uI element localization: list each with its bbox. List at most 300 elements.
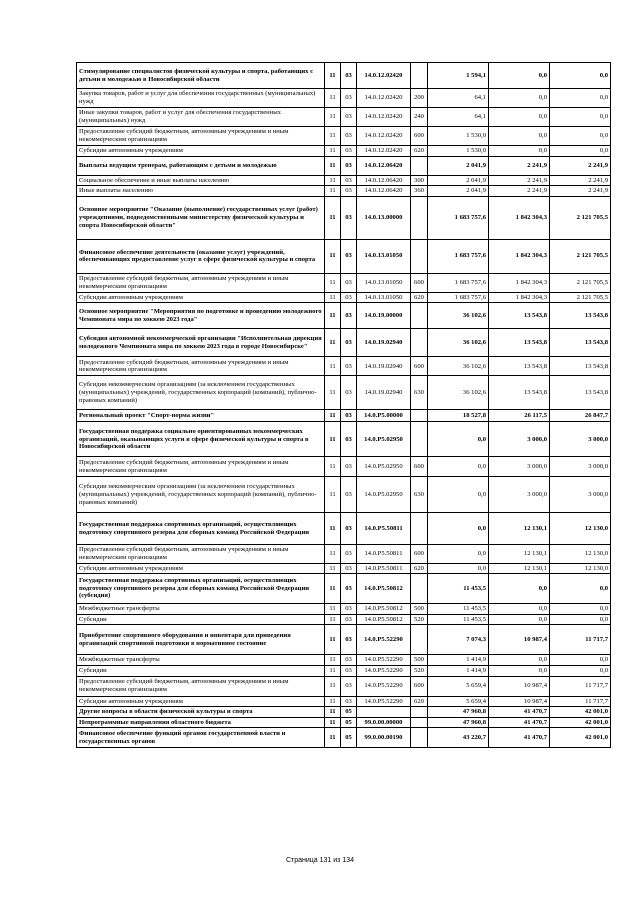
expense-type-code: [411, 717, 428, 728]
amount-year-1: 1 683 757,6: [428, 292, 489, 303]
row-name: Стимулирование специалистов физической культуры и спорта, работающих с детьми и молодежью в Новосибирской области: [77, 63, 325, 89]
row-name: Межбюджетные трансферты: [77, 655, 325, 666]
row-name: Основное мероприятие "Оказание (выполнение) государственных услуг (работ) учреждениями, подведомственными министерству физической культуры и спорта Новосибирской области": [77, 196, 325, 239]
amount-year-1: 0,0: [428, 457, 489, 477]
table-row: [77, 707, 611, 718]
target-item-code: 14.0.P5.52290: [357, 655, 411, 666]
amount-year-3: 0,0: [550, 614, 611, 625]
subsection-code: 05: [341, 728, 357, 748]
table-row: [77, 239, 611, 273]
table-row: [77, 604, 611, 615]
section-code: 11: [325, 196, 341, 239]
amount-year-3: 0,0: [550, 146, 611, 157]
row-name: Региональный проект "Спорт-норма жизни": [77, 410, 325, 422]
amount-year-1: 64,1: [428, 89, 489, 108]
expense-type-code: [411, 156, 428, 175]
row-name: Государственная поддержка социально ориентированных некоммерческих организаций, оказывающих услуги в сфере физической культуры и спорта в Новосибирской области: [77, 422, 325, 457]
table-row: [77, 676, 611, 696]
table-row: [77, 273, 611, 292]
amount-year-2: 10 987,4: [489, 696, 550, 707]
target-item-code: 14.0.19.02940: [357, 329, 411, 357]
expense-type-code: 300: [411, 175, 428, 186]
target-item-code: 14.0.12.02420: [357, 89, 411, 108]
subsection-code: 03: [341, 127, 357, 146]
amount-year-3: 2 241,9: [550, 186, 611, 197]
amount-year-3: 3 000,0: [550, 477, 611, 513]
amount-year-3: 11 717,7: [550, 676, 611, 696]
amount-year-3: 11 717,7: [550, 625, 611, 655]
amount-year-1: 2 041,9: [428, 186, 489, 197]
subsection-code: 03: [341, 186, 357, 197]
page-footer: Страница 131 из 134: [285, 857, 355, 864]
amount-year-1: 43 220,7: [428, 728, 489, 748]
subsection-code: 05: [341, 717, 357, 728]
table-row: [77, 127, 611, 146]
amount-year-2: 13 543,8: [489, 329, 550, 357]
expense-type-code: 630: [411, 477, 428, 513]
section-code: 11: [325, 376, 341, 410]
section-code: 11: [325, 563, 341, 574]
amount-year-1: 11 453,5: [428, 604, 489, 615]
amount-year-3: 3 000,0: [550, 457, 611, 477]
table-row: [77, 186, 611, 197]
expense-type-code: 620: [411, 696, 428, 707]
expense-type-code: 600: [411, 127, 428, 146]
subsection-code: 03: [341, 273, 357, 292]
target-item-code: 14.0.12.02420: [357, 146, 411, 157]
amount-year-3: 0,0: [550, 574, 611, 604]
amount-year-3: 12 130,0: [550, 513, 611, 545]
amount-year-3: 13 543,8: [550, 329, 611, 357]
amount-year-3: 42 001,0: [550, 707, 611, 718]
amount-year-2: 41 470,7: [489, 707, 550, 718]
table-row: [77, 175, 611, 186]
target-item-code: 99.0.00.00000: [357, 717, 411, 728]
expense-type-code: [411, 63, 428, 89]
row-name: Предоставление субсидий бюджетным, автономным учреждениям и иным некоммерческим организациям: [77, 676, 325, 696]
subsection-code: 03: [341, 108, 357, 127]
amount-year-1: 36 102,6: [428, 357, 489, 376]
row-name: Государственная поддержка спортивных организаций, осуществляющих подготовку спортивного резерва для сборных команд Российской Федерации (субсидия): [77, 574, 325, 604]
amount-year-1: 11 453,5: [428, 574, 489, 604]
amount-year-1: 36 102,6: [428, 329, 489, 357]
expense-type-code: 620: [411, 563, 428, 574]
table-row: [77, 477, 611, 513]
expense-type-code: 500: [411, 655, 428, 666]
table-row: [77, 303, 611, 329]
row-name: Закупка товаров, работ и услуг для обеспечения государственных (муниципальных) нужд: [77, 89, 325, 108]
subsection-code: 03: [341, 625, 357, 655]
amount-year-2: 12 130,1: [489, 563, 550, 574]
table-row: [77, 422, 611, 457]
amount-year-3: 12 130,0: [550, 545, 611, 563]
expense-type-code: 360: [411, 186, 428, 197]
amount-year-1: 1 530,0: [428, 146, 489, 157]
amount-year-2: 0,0: [489, 574, 550, 604]
expense-type-code: [411, 513, 428, 545]
subsection-code: 03: [341, 422, 357, 457]
target-item-code: 14.0.13.01050: [357, 292, 411, 303]
row-name: Субсидии некоммерческим организациям (за исключением государственных (муниципальных) учреждений, государственных корпораций (компаний), публично-правовых компаний): [77, 477, 325, 513]
table-row: [77, 655, 611, 666]
subsection-code: 03: [341, 196, 357, 239]
section-code: 11: [325, 574, 341, 604]
subsection-code: 03: [341, 303, 357, 329]
amount-year-1: 1 683 757,6: [428, 273, 489, 292]
amount-year-2: 0,0: [489, 146, 550, 157]
table-row: [77, 457, 611, 477]
target-item-code: 14.0.12.06420: [357, 175, 411, 186]
amount-year-3: 11 717,7: [550, 696, 611, 707]
amount-year-2: 13 543,8: [489, 376, 550, 410]
section-code: 11: [325, 89, 341, 108]
amount-year-3: 0,0: [550, 655, 611, 666]
amount-year-2: 1 842 304,3: [489, 196, 550, 239]
table-row: [77, 329, 611, 357]
amount-year-3: 0,0: [550, 604, 611, 615]
target-item-code: 14.0.P5.50811: [357, 513, 411, 545]
row-name: Финансовое обеспечение деятельности (оказание услуг) учреждений, обеспечивающих предоставление услуг в сфере физической культуры и спорта: [77, 239, 325, 273]
section-code: 11: [325, 273, 341, 292]
subsection-code: 05: [341, 707, 357, 718]
amount-year-2: 3 000,0: [489, 477, 550, 513]
table-row: [77, 376, 611, 410]
table-body: [77, 63, 611, 748]
table-row: [77, 545, 611, 563]
expense-type-code: 620: [411, 146, 428, 157]
amount-year-3: 2 121 705,5: [550, 239, 611, 273]
target-item-code: 14.0.P5.02950: [357, 477, 411, 513]
row-name: Субсидия автономной некоммерческой организации "Исполнительная дирекция молодежного Чемпионата мира по хоккею 2023 года в городе Новосибирске": [77, 329, 325, 357]
row-name: Субсидии: [77, 614, 325, 625]
section-code: 11: [325, 614, 341, 625]
expense-type-code: [411, 625, 428, 655]
amount-year-2: 13 543,8: [489, 357, 550, 376]
amount-year-3: 12 130,0: [550, 563, 611, 574]
amount-year-2: 13 543,8: [489, 303, 550, 329]
amount-year-2: 41 470,7: [489, 728, 550, 748]
budget-table: [76, 62, 611, 748]
table-row: [77, 614, 611, 625]
amount-year-1: 47 960,8: [428, 717, 489, 728]
subsection-code: 03: [341, 146, 357, 157]
amount-year-3: 2 121 705,5: [550, 196, 611, 239]
expense-type-code: 600: [411, 273, 428, 292]
subsection-code: 03: [341, 655, 357, 666]
target-item-code: 14.0.P5.52290: [357, 676, 411, 696]
amount-year-2: 10 987,4: [489, 625, 550, 655]
expense-type-code: 520: [411, 665, 428, 676]
table-row: [77, 665, 611, 676]
table-row: [77, 696, 611, 707]
amount-year-2: 1 842 304,3: [489, 292, 550, 303]
row-name: Непрограммные направления областного бюджета: [77, 717, 325, 728]
target-item-code: 14.0.12.02420: [357, 63, 411, 89]
table-row: [77, 146, 611, 157]
table-row: [77, 89, 611, 108]
amount-year-1: 1 530,0: [428, 127, 489, 146]
row-name: Иные выплаты населению: [77, 186, 325, 197]
target-item-code: 14.0.19.02940: [357, 357, 411, 376]
amount-year-3: 2 121 705,5: [550, 292, 611, 303]
expense-type-code: 600: [411, 676, 428, 696]
amount-year-1: 11 453,5: [428, 614, 489, 625]
amount-year-1: 36 102,6: [428, 376, 489, 410]
subsection-code: 03: [341, 545, 357, 563]
amount-year-1: 5 659,4: [428, 676, 489, 696]
expense-type-code: 500: [411, 604, 428, 615]
row-name: Предоставление субсидий бюджетным, автономным учреждениям и иным некоммерческим организациям: [77, 545, 325, 563]
amount-year-1: 1 414,9: [428, 665, 489, 676]
expense-type-code: [411, 574, 428, 604]
expense-type-code: 520: [411, 614, 428, 625]
amount-year-1: 0,0: [428, 422, 489, 457]
table-row: [77, 108, 611, 127]
target-item-code: 14.0.12.06420: [357, 156, 411, 175]
amount-year-1: 0,0: [428, 513, 489, 545]
amount-year-3: 2 241,9: [550, 175, 611, 186]
table-row: [77, 717, 611, 728]
amount-year-2: 1 842 304,3: [489, 273, 550, 292]
section-code: 11: [325, 655, 341, 666]
section-code: 11: [325, 303, 341, 329]
section-code: 11: [325, 676, 341, 696]
amount-year-1: 7 074,3: [428, 625, 489, 655]
expense-type-code: 200: [411, 89, 428, 108]
section-code: 11: [325, 146, 341, 157]
target-item-code: 14.0.P5.52290: [357, 665, 411, 676]
table-row: [77, 357, 611, 376]
table-row: [77, 410, 611, 422]
subsection-code: 03: [341, 292, 357, 303]
subsection-code: 03: [341, 477, 357, 513]
expense-type-code: [411, 410, 428, 422]
row-name: Субсидии автономным учреждениям: [77, 563, 325, 574]
target-item-code: 14.0.13.00000: [357, 196, 411, 239]
amount-year-3: 26 847,7: [550, 410, 611, 422]
target-item-code: 14.0.P5.50812: [357, 604, 411, 615]
amount-year-2: 0,0: [489, 108, 550, 127]
subsection-code: 03: [341, 457, 357, 477]
expense-type-code: [411, 303, 428, 329]
subsection-code: 03: [341, 410, 357, 422]
subsection-code: 03: [341, 696, 357, 707]
amount-year-2: 26 117,5: [489, 410, 550, 422]
amount-year-3: 42 001,0: [550, 717, 611, 728]
subsection-code: 03: [341, 614, 357, 625]
expense-type-code: 600: [411, 545, 428, 563]
amount-year-2: 0,0: [489, 655, 550, 666]
subsection-code: 03: [341, 676, 357, 696]
amount-year-3: 0,0: [550, 63, 611, 89]
row-name: Приобретение спортивного оборудования и инвентаря для приведения организаций спортивной подготовки в нормативное состояние: [77, 625, 325, 655]
section-code: 11: [325, 63, 341, 89]
target-item-code: 14.0.P5.52290: [357, 625, 411, 655]
amount-year-3: 13 543,8: [550, 357, 611, 376]
amount-year-2: 2 241,9: [489, 186, 550, 197]
row-name: Финансовое обеспечение функций органов государственной власти и государственных органов: [77, 728, 325, 748]
amount-year-3: 42 001,0: [550, 728, 611, 748]
section-code: 11: [325, 422, 341, 457]
subsection-code: 03: [341, 574, 357, 604]
amount-year-2: 41 470,7: [489, 717, 550, 728]
table-row: [77, 63, 611, 89]
row-name: Социальное обеспечение и иные выплаты населению: [77, 175, 325, 186]
target-item-code: 14.0.19.00000: [357, 303, 411, 329]
amount-year-3: 0,0: [550, 665, 611, 676]
row-name: Государственная поддержка спортивных организаций, осуществляющих подготовку спортивного резерва для сборных команд Российской Федерации: [77, 513, 325, 545]
section-code: 11: [325, 292, 341, 303]
amount-year-1: 5 659,4: [428, 696, 489, 707]
target-item-code: 14.0.12.06420: [357, 186, 411, 197]
section-code: 11: [325, 329, 341, 357]
amount-year-2: 1 842 304,3: [489, 239, 550, 273]
subsection-code: 03: [341, 239, 357, 273]
expense-type-code: 600: [411, 357, 428, 376]
table-row: [77, 156, 611, 175]
target-item-code: 14.0.19.02940: [357, 376, 411, 410]
subsection-code: 03: [341, 156, 357, 175]
target-item-code: 14.0.P5.00000: [357, 410, 411, 422]
amount-year-3: 13 543,8: [550, 303, 611, 329]
target-item-code: 14.0.P5.50812: [357, 614, 411, 625]
amount-year-2: 0,0: [489, 89, 550, 108]
target-item-code: 14.0.13.01050: [357, 239, 411, 273]
amount-year-3: 2 241,9: [550, 156, 611, 175]
amount-year-1: 1 683 757,6: [428, 196, 489, 239]
amount-year-2: 0,0: [489, 665, 550, 676]
row-name: Субсидии автономным учреждениям: [77, 696, 325, 707]
row-name: Предоставление субсидий бюджетным, автономным учреждениям и иным некоммерческим организациям: [77, 127, 325, 146]
section-code: 11: [325, 239, 341, 273]
amount-year-2: 0,0: [489, 63, 550, 89]
amount-year-1: 47 960,8: [428, 707, 489, 718]
subsection-code: 03: [341, 89, 357, 108]
target-item-code: 14.0.P5.52290: [357, 696, 411, 707]
row-name: Предоставление субсидий бюджетным, автономным учреждениям и иным некоммерческим организациям: [77, 357, 325, 376]
table-row: [77, 574, 611, 604]
amount-year-1: 1 414,9: [428, 655, 489, 666]
amount-year-3: 0,0: [550, 127, 611, 146]
target-item-code: 99.0.00.00190: [357, 728, 411, 748]
section-code: 11: [325, 707, 341, 718]
section-code: 11: [325, 410, 341, 422]
expense-type-code: [411, 329, 428, 357]
expense-type-code: 240: [411, 108, 428, 127]
row-name: Другие вопросы в области физической культуры и спорта: [77, 707, 325, 718]
table-row: [77, 513, 611, 545]
amount-year-3: 13 543,8: [550, 376, 611, 410]
target-item-code: 14.0.P5.50812: [357, 574, 411, 604]
amount-year-2: 2 241,9: [489, 175, 550, 186]
subsection-code: 03: [341, 357, 357, 376]
table-row: [77, 196, 611, 239]
amount-year-2: 0,0: [489, 127, 550, 146]
section-code: 11: [325, 357, 341, 376]
subsection-code: 03: [341, 329, 357, 357]
amount-year-1: 0,0: [428, 563, 489, 574]
row-name: Субсидии автономным учреждениям: [77, 292, 325, 303]
target-item-code: 14.0.P5.02950: [357, 422, 411, 457]
amount-year-1: 2 041,9: [428, 175, 489, 186]
section-code: 11: [325, 457, 341, 477]
expense-type-code: [411, 422, 428, 457]
amount-year-1: 1 594,1: [428, 63, 489, 89]
target-item-code: 14.0.P5.50811: [357, 563, 411, 574]
amount-year-1: 2 041,9: [428, 156, 489, 175]
amount-year-2: 0,0: [489, 614, 550, 625]
row-name: Основное мероприятие "Мероприятия по подготовке и проведению молодежного Чемпионата мира по хоккею 2023 года": [77, 303, 325, 329]
section-code: 11: [325, 127, 341, 146]
subsection-code: 03: [341, 63, 357, 89]
subsection-code: 03: [341, 175, 357, 186]
subsection-code: 03: [341, 604, 357, 615]
amount-year-3: 0,0: [550, 108, 611, 127]
expense-type-code: 600: [411, 457, 428, 477]
row-name: Предоставление субсидий бюджетным, автономным учреждениям и иным некоммерческим организациям: [77, 457, 325, 477]
expense-type-code: [411, 728, 428, 748]
section-code: 11: [325, 625, 341, 655]
amount-year-2: 10 987,4: [489, 676, 550, 696]
table-row: [77, 563, 611, 574]
amount-year-1: 0,0: [428, 477, 489, 513]
section-code: 11: [325, 717, 341, 728]
amount-year-1: 64,1: [428, 108, 489, 127]
section-code: 11: [325, 156, 341, 175]
target-item-code: 14.0.P5.02950: [357, 457, 411, 477]
amount-year-2: 0,0: [489, 604, 550, 615]
amount-year-1: 1 683 757,6: [428, 239, 489, 273]
amount-year-1: 18 527,8: [428, 410, 489, 422]
section-code: 11: [325, 604, 341, 615]
section-code: 11: [325, 728, 341, 748]
expense-type-code: [411, 707, 428, 718]
section-code: 11: [325, 665, 341, 676]
amount-year-3: 0,0: [550, 89, 611, 108]
row-name: Субсидии автономным учреждениям: [77, 146, 325, 157]
section-code: 11: [325, 545, 341, 563]
amount-year-2: 3 000,0: [489, 457, 550, 477]
table-row: [77, 292, 611, 303]
target-item-code: 14.0.12.02420: [357, 108, 411, 127]
section-code: 11: [325, 477, 341, 513]
amount-year-2: 12 130,1: [489, 513, 550, 545]
amount-year-1: 0,0: [428, 545, 489, 563]
section-code: 11: [325, 108, 341, 127]
subsection-code: 03: [341, 665, 357, 676]
row-name: Предоставление субсидий бюджетным, автономным учреждениям и иным некоммерческим организациям: [77, 273, 325, 292]
section-code: 11: [325, 186, 341, 197]
amount-year-3: 2 121 705,5: [550, 273, 611, 292]
row-name: Выплаты ведущим тренерам, работающим с детьми и молодежью: [77, 156, 325, 175]
expense-type-code: [411, 196, 428, 239]
target-item-code: [357, 707, 411, 718]
row-name: Иные закупки товаров, работ и услуг для обеспечения государственных (муниципальных) нужд: [77, 108, 325, 127]
amount-year-3: 3 000,0: [550, 422, 611, 457]
subsection-code: 03: [341, 513, 357, 545]
amount-year-2: 2 241,9: [489, 156, 550, 175]
row-name: Субсидии: [77, 665, 325, 676]
expense-type-code: [411, 239, 428, 273]
section-code: 11: [325, 696, 341, 707]
target-item-code: 14.0.12.02420: [357, 127, 411, 146]
table-row: [77, 625, 611, 655]
target-item-code: 14.0.P5.50811: [357, 545, 411, 563]
row-name: Межбюджетные трансферты: [77, 604, 325, 615]
subsection-code: 03: [341, 563, 357, 574]
amount-year-1: 36 102,6: [428, 303, 489, 329]
subsection-code: 03: [341, 376, 357, 410]
